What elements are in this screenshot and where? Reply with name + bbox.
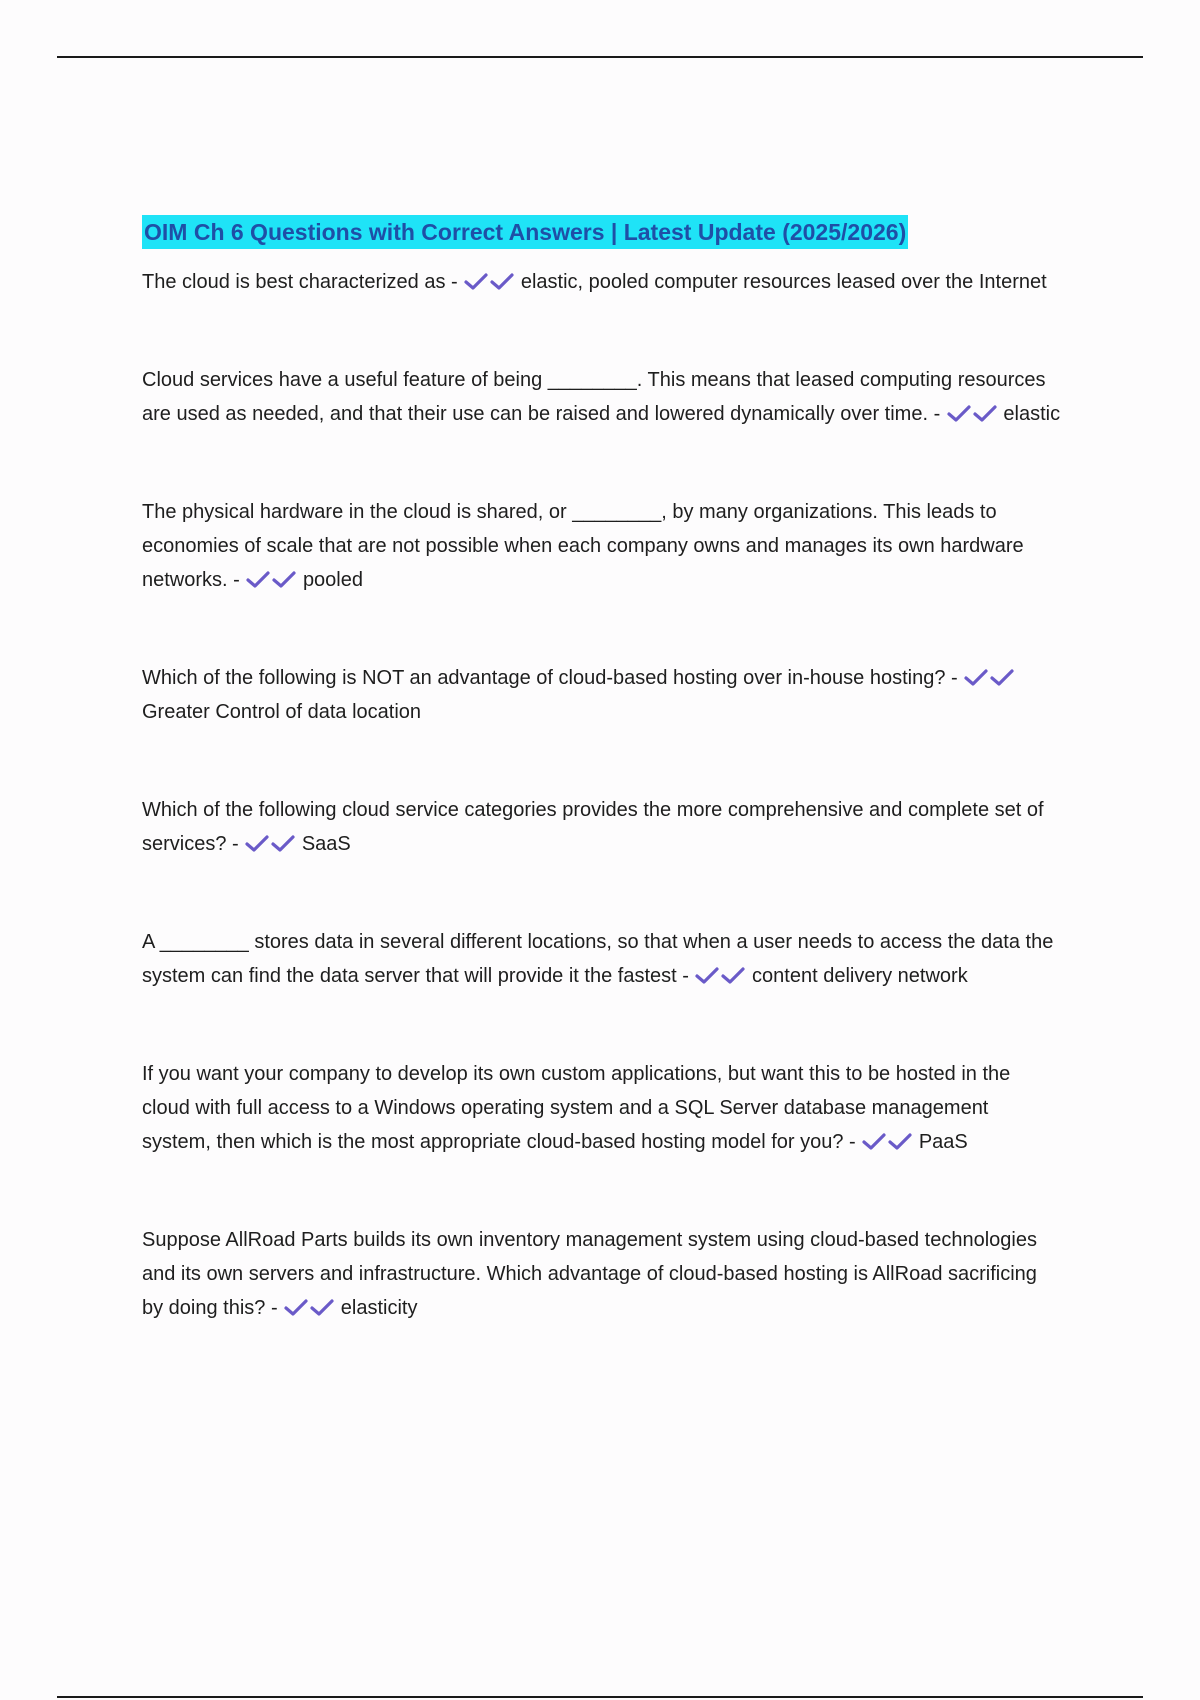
checkmark-icon <box>963 667 989 687</box>
checkmark-icon <box>463 271 489 291</box>
question-text: If you want your company to develop its own custom applications, but want this to be hosted in the cloud with full access to a Windows operating system and a SQL Server database management system, then which is the most appropriate cloud-based hosting model for you? - <box>142 1063 1011 1153</box>
answer-text: SaaS <box>301 833 351 855</box>
checkmark-icon <box>887 1131 913 1151</box>
qa-item-1 <box>142 265 1062 299</box>
answer-text: pooled <box>302 569 363 591</box>
answer-text: Greater Control of data location <box>142 701 422 723</box>
answer-marker <box>946 403 998 425</box>
checkmark-icon <box>720 965 746 985</box>
qa-item-8 <box>142 1223 1062 1325</box>
qa-item-2 <box>142 363 1062 431</box>
answer-marker <box>963 667 1015 689</box>
question-text: Cloud services have a useful feature of being ________. This means that leased computing resources are used as needed, and that their use can be raised and lowered dynamically over time. - <box>142 369 1046 425</box>
checkmark-icon <box>309 1297 335 1317</box>
document-title: OIM Ch 6 Questions with Correct Answers | Latest Update (2025/2026) <box>142 215 908 249</box>
answer-marker <box>463 271 515 293</box>
answer-text: PaaS <box>918 1131 968 1153</box>
question-text: The cloud is best characterized as - <box>142 271 458 293</box>
qa-item-3 <box>142 495 1062 597</box>
checkmark-icon <box>270 833 296 853</box>
qa-item-7 <box>142 1057 1062 1159</box>
answer-marker <box>245 569 297 591</box>
question-text: A ________ stores data in several different locations, so that when a user needs to access the data the system can find the data server that will provide it the fastest - <box>142 931 1054 987</box>
bottom-rule <box>57 1696 1143 1698</box>
checkmark-icon <box>861 1131 887 1151</box>
checkmark-icon <box>271 569 297 589</box>
answer-text: elastic <box>1003 403 1061 425</box>
checkmark-icon <box>245 569 271 589</box>
answer-text: content delivery network <box>752 965 968 987</box>
checkmark-icon <box>244 833 270 853</box>
answer-marker <box>861 1131 913 1153</box>
qa-item-5 <box>142 793 1062 861</box>
checkmark-icon <box>694 965 720 985</box>
answer-marker <box>283 1297 335 1319</box>
checkmark-icon <box>283 1297 309 1317</box>
checkmark-icon <box>989 667 1015 687</box>
question-text: Suppose AllRoad Parts builds its own inventory management system using cloud-based technologies and its own servers and infrastructure. Which advantage of cloud-based hosting is AllRoad sacrificing by doing this? - <box>142 1229 1037 1319</box>
top-rule <box>57 56 1143 58</box>
document-body <box>142 215 1062 1389</box>
checkmark-icon <box>946 403 972 423</box>
question-text: Which of the following cloud service categories provides the more comprehensive and complete set of services? - <box>142 799 1044 855</box>
checkmark-icon <box>972 403 998 423</box>
answer-marker <box>244 833 296 855</box>
question-text: The physical hardware in the cloud is shared, or ________, by many organizations. This leads to economies of scale that are not possible when each company owns and manages its own hardware networks. - <box>142 501 1024 591</box>
qa-item-4 <box>142 661 1062 729</box>
checkmark-icon <box>489 271 515 291</box>
question-text: Which of the following is NOT an advantage of cloud-based hosting over in-house hosting? - <box>142 667 958 689</box>
answer-text: elasticity <box>340 1297 418 1319</box>
qa-item-6 <box>142 925 1062 993</box>
answer-marker <box>694 965 746 987</box>
answer-text: elastic, pooled computer resources leased over the Internet <box>520 271 1047 293</box>
